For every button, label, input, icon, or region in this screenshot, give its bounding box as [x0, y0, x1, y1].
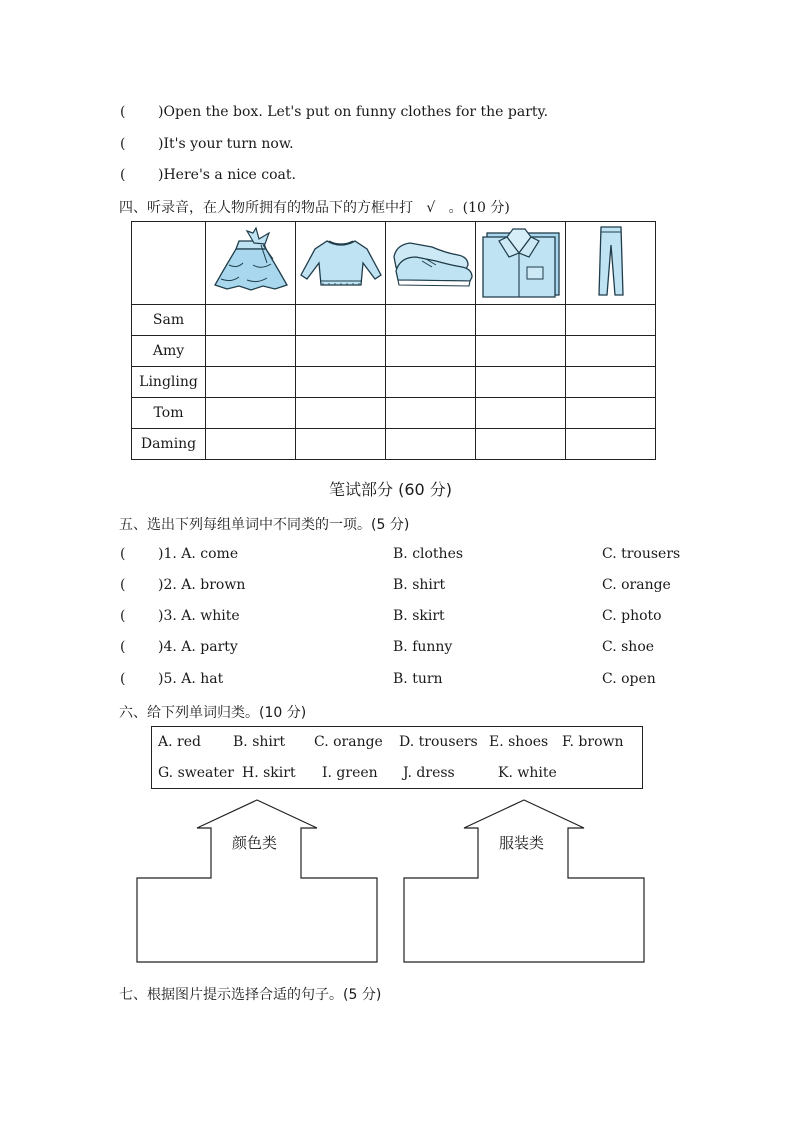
s5-row-2-b: B. shirt: [393, 577, 446, 593]
student-name: Amy: [132, 336, 206, 367]
answer-box[interactable]: [386, 429, 476, 460]
s5-row-4: ( )4. A. party: [120, 639, 238, 655]
answer-blank[interactable]: (: [120, 639, 126, 655]
student-name: Lingling: [132, 367, 206, 398]
item-shoes-cell: [386, 222, 476, 305]
skirt-icon: [209, 223, 293, 299]
section-5-title: 五、选出下列每组单词中不同类的一项。(5 分): [119, 517, 410, 533]
word-j: J. dress: [403, 765, 455, 781]
trousers-icon: [569, 223, 653, 299]
word-f: F. brown: [562, 734, 624, 750]
check-mark: √: [426, 200, 436, 216]
s5-row-2-c: C. orange: [602, 577, 671, 593]
student-name: Sam: [132, 305, 206, 336]
answer-box[interactable]: [206, 305, 296, 336]
s5-row-4-b: B. funny: [393, 639, 453, 655]
answer-box[interactable]: [566, 305, 656, 336]
listening-table: [131, 221, 656, 460]
s5-row-5-b: B. turn: [393, 671, 443, 687]
answer-blank[interactable]: (: [120, 577, 126, 593]
answer-box[interactable]: [476, 429, 566, 460]
answer-box[interactable]: [386, 367, 476, 398]
word-d: D. trousers: [399, 734, 478, 750]
s5-row-3-b: B. skirt: [393, 608, 445, 624]
item-sweater-cell: [296, 222, 386, 305]
answer-box[interactable]: [566, 429, 656, 460]
s5-row-5-c: C. open: [602, 671, 656, 687]
s5-row-5: ( )5. A. hat: [120, 671, 224, 687]
clothes-category-box[interactable]: [402, 798, 648, 966]
s5-row-2: ( )2. A. brown: [120, 577, 246, 593]
section-4-title: 四、听录音，在人物所拥有的物品下的方框中打 √ 。(10 分): [119, 200, 510, 216]
top-item-1: ( )Open the box. Let's put on funny clothes for the party.: [120, 104, 549, 120]
section-7-title: 七、根据图片提示选择合适的句子。(5 分): [119, 987, 382, 1003]
answer-box[interactable]: [296, 305, 386, 336]
answer-blank[interactable]: (: [120, 608, 126, 624]
word-h: H. skirt: [242, 765, 296, 781]
answer-blank[interactable]: (: [120, 136, 126, 152]
word-k: K. white: [498, 765, 557, 781]
s5-row-1-c: C. trousers: [602, 546, 681, 562]
section-6-title: 六、给下列单词归类。(10 分): [119, 705, 307, 721]
written-section-heading: 笔试部分 (60 分): [329, 480, 453, 499]
answer-box[interactable]: [206, 398, 296, 429]
answer-box[interactable]: [206, 429, 296, 460]
answer-box[interactable]: [296, 429, 386, 460]
answer-blank[interactable]: (: [120, 671, 126, 687]
answer-blank[interactable]: (: [120, 167, 126, 183]
colors-category-label: 颜色类: [232, 834, 278, 852]
student-name: Daming: [132, 429, 206, 460]
answer-box[interactable]: [476, 398, 566, 429]
word-b: B. shirt: [233, 734, 286, 750]
answer-box[interactable]: [386, 398, 476, 429]
student-name: Tom: [132, 398, 206, 429]
answer-box[interactable]: [476, 305, 566, 336]
top-item-2: ( )It's your turn now.: [120, 136, 294, 152]
clothes-category-label: 服装类: [499, 834, 545, 852]
top-item-3: ( )Here's a nice coat.: [120, 167, 296, 183]
corner-cell: [132, 222, 206, 305]
answer-blank[interactable]: (: [120, 546, 126, 562]
answer-box[interactable]: [206, 367, 296, 398]
answer-box[interactable]: [296, 398, 386, 429]
answer-box[interactable]: [206, 336, 296, 367]
answer-blank[interactable]: (: [120, 104, 126, 120]
item-shirt-cell: [476, 222, 566, 305]
s5-row-4-c: C. shoe: [602, 639, 655, 655]
s5-row-3-c: C. photo: [602, 608, 662, 624]
word-i: I. green: [322, 765, 378, 781]
answer-box[interactable]: [296, 367, 386, 398]
word-c: C. orange: [314, 734, 383, 750]
answer-box[interactable]: [566, 367, 656, 398]
shoes-icon: [388, 223, 474, 299]
word-e: E. shoes: [489, 734, 549, 750]
answer-box[interactable]: [386, 336, 476, 367]
s5-row-3: ( )3. A. white: [120, 608, 240, 624]
item-skirt-cell: [206, 222, 296, 305]
answer-box[interactable]: [566, 336, 656, 367]
colors-category-box[interactable]: [135, 798, 381, 966]
answer-box[interactable]: [476, 367, 566, 398]
answer-box[interactable]: [296, 336, 386, 367]
word-g: G. sweater: [158, 765, 234, 781]
item-trousers-cell: [566, 222, 656, 305]
sweater-icon: [299, 223, 383, 299]
answer-box[interactable]: [476, 336, 566, 367]
s5-row-1: ( )1. A. come: [120, 546, 239, 562]
shirt-icon: [479, 223, 563, 299]
answer-box[interactable]: [566, 398, 656, 429]
answer-box[interactable]: [386, 305, 476, 336]
s5-row-1-b: B. clothes: [393, 546, 464, 562]
word-a: A. red: [158, 734, 201, 750]
